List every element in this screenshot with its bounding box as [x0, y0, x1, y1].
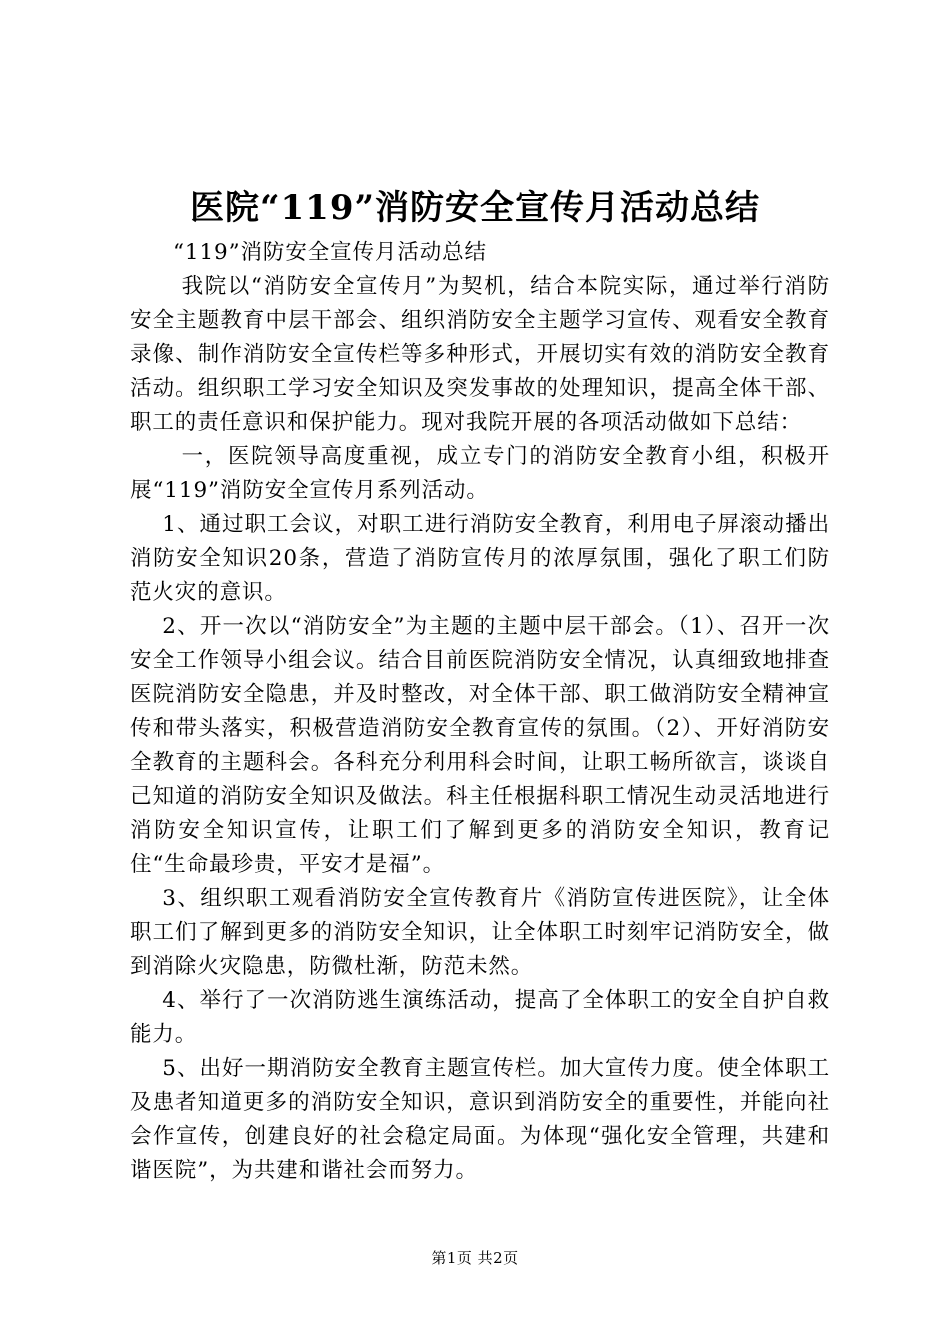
item-2-paragraph: 2、开一次以“消防安全”为主题的主题中层干部会。（1）、召开一次安全工作领导小组会议。结合目前医院消防安全情况，认真细致地排查医院消防安全隐患，并及时整改，对全体干部、职工做消防安全精神宣传和带头落实，积极营造消防安全教育宣传的氛围。（2）、开好消防安全教育的主题科会。各科充分利用科会时间，让职工畅所欲言，谈谈自己知道的消防安全知识及做法。科主任根据科职工情况生动灵活地进行消防安全知识宣传，让职工们了解到更多的消防安全知识，教育记住“生命最珍贵，平安才是福”。	[130, 614, 830, 877]
section-one-paragraph: 一，医院领导高度重视，成立专门的消防安全教育小组，积极开展“119”消防安全宣传月系列活动。	[130, 444, 830, 503]
page-footer: 第1页 共2页	[431, 1249, 519, 1267]
intro-paragraph: 我院以“消防安全宣传月”为契机，结合本院实际，通过举行消防安全主题教育中层干部会、组织消防安全主题学习宣传、观看安全教育录像、制作消防安全宣传栏等多种形式，开展切实有效的消防安全教育活动。组织职工学习安全知识及突发事故的处理知识，提高全体干部、职工的责任意识和保护能力。现对我院开展的各项活动做如下总结：	[130, 274, 830, 435]
item-3-paragraph: 3、组织职工观看消防安全宣传教育片《消防宣传进医院》，让全体职工们了解到更多的消防安全知识，让全体职工时刻牢记消防安全，做到消除火灾隐患，防微杜渐，防范未然。	[130, 886, 830, 979]
subtitle-paragraph: “119”消防安全宣传月活动总结	[173, 240, 487, 265]
item-1-paragraph: 1、通过职工会议，对职工进行消防安全教育，利用电子屏滚动播出消防安全知识20条，营造了消防宣传月的浓厚氛围，强化了职工们防范火灾的意识。	[130, 512, 830, 605]
document-body	[130, 236, 830, 1188]
item-5-paragraph: 5、出好一期消防安全教育主题宣传栏。加大宣传力度。使全体职工及患者知道更多的消防安全知识，意识到消防安全的重要性，并能向社会作宣传，创建良好的社会稳定局面。为体现“强化安全管理，共建和谐医院”，为共建和谐社会而努力。	[130, 1056, 830, 1183]
item-4-paragraph: 4、举行了一次消防逃生演练活动，提高了全体职工的安全自护自救能力。	[130, 988, 830, 1047]
document-title: 医院“119”消防安全宣传月活动总结	[189, 188, 761, 228]
